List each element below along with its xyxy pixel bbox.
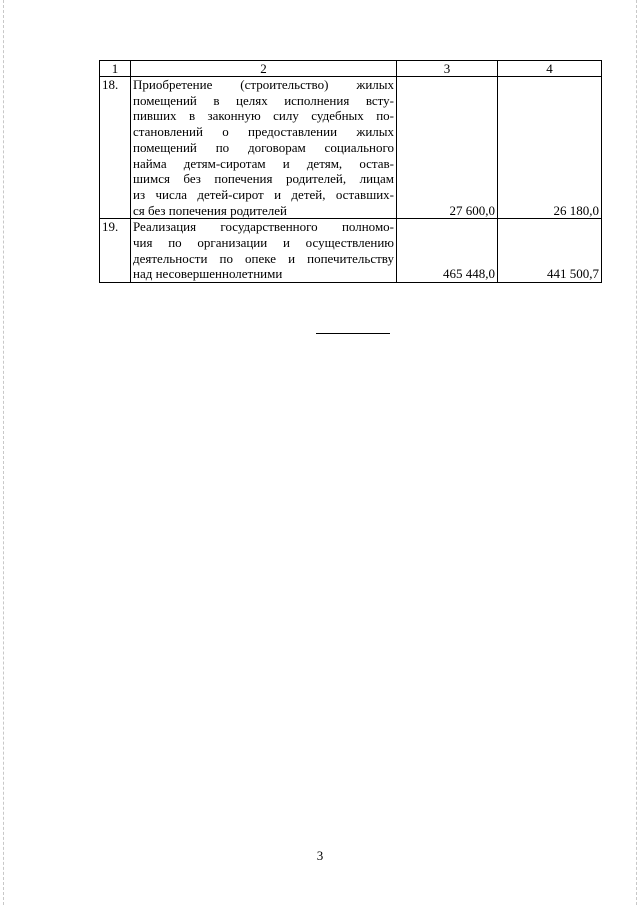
description-line: помещений в целях исполнения всту- [133, 92, 394, 108]
header-cell-4: 4 [498, 61, 602, 77]
header-cell-3: 3 [397, 61, 498, 77]
value-col-3: 27 600,0 [397, 77, 498, 219]
table-row [100, 219, 602, 283]
description-line: ся без попечения родителей [133, 202, 287, 218]
table-row [100, 77, 602, 219]
description-line: становлений о предоставлении жилых [133, 124, 394, 140]
description-line: пивших в законную силу судебных по- [133, 108, 394, 124]
description-line: Реализация государственного полномо- [133, 219, 394, 235]
description-line: чия по организации и осуществлению [133, 235, 394, 251]
description-line: из числа детей-сирот и детей, оставших- [133, 186, 394, 202]
page-edge-right [636, 0, 637, 905]
header-cell-1: 1 [100, 61, 131, 77]
page-number: 3 [316, 848, 324, 863]
description-line: Приобретение (строительство) жилых [133, 77, 394, 92]
row-number: 18. [100, 77, 131, 219]
budget-table [99, 60, 602, 283]
description-line: шимся без попечения родителей, лицам [133, 171, 394, 187]
value-col-4: 441 500,7 [498, 219, 602, 283]
description-line: над несовершеннолетними [133, 266, 283, 282]
row-number: 19. [100, 219, 131, 283]
description-line: найма детям-сиротам и детям, остав- [133, 155, 394, 171]
page-edge-left [3, 0, 4, 905]
end-rule [316, 333, 390, 334]
table-header-row [100, 61, 602, 77]
row-description [131, 77, 397, 219]
row-description [131, 219, 397, 283]
header-cell-2: 2 [131, 61, 397, 77]
value-col-4: 26 180,0 [498, 77, 602, 219]
description-line: помещений по договорам социального [133, 139, 394, 155]
description-line: деятельности по опеке и попечительству [133, 250, 394, 266]
value-col-3: 465 448,0 [397, 219, 498, 283]
